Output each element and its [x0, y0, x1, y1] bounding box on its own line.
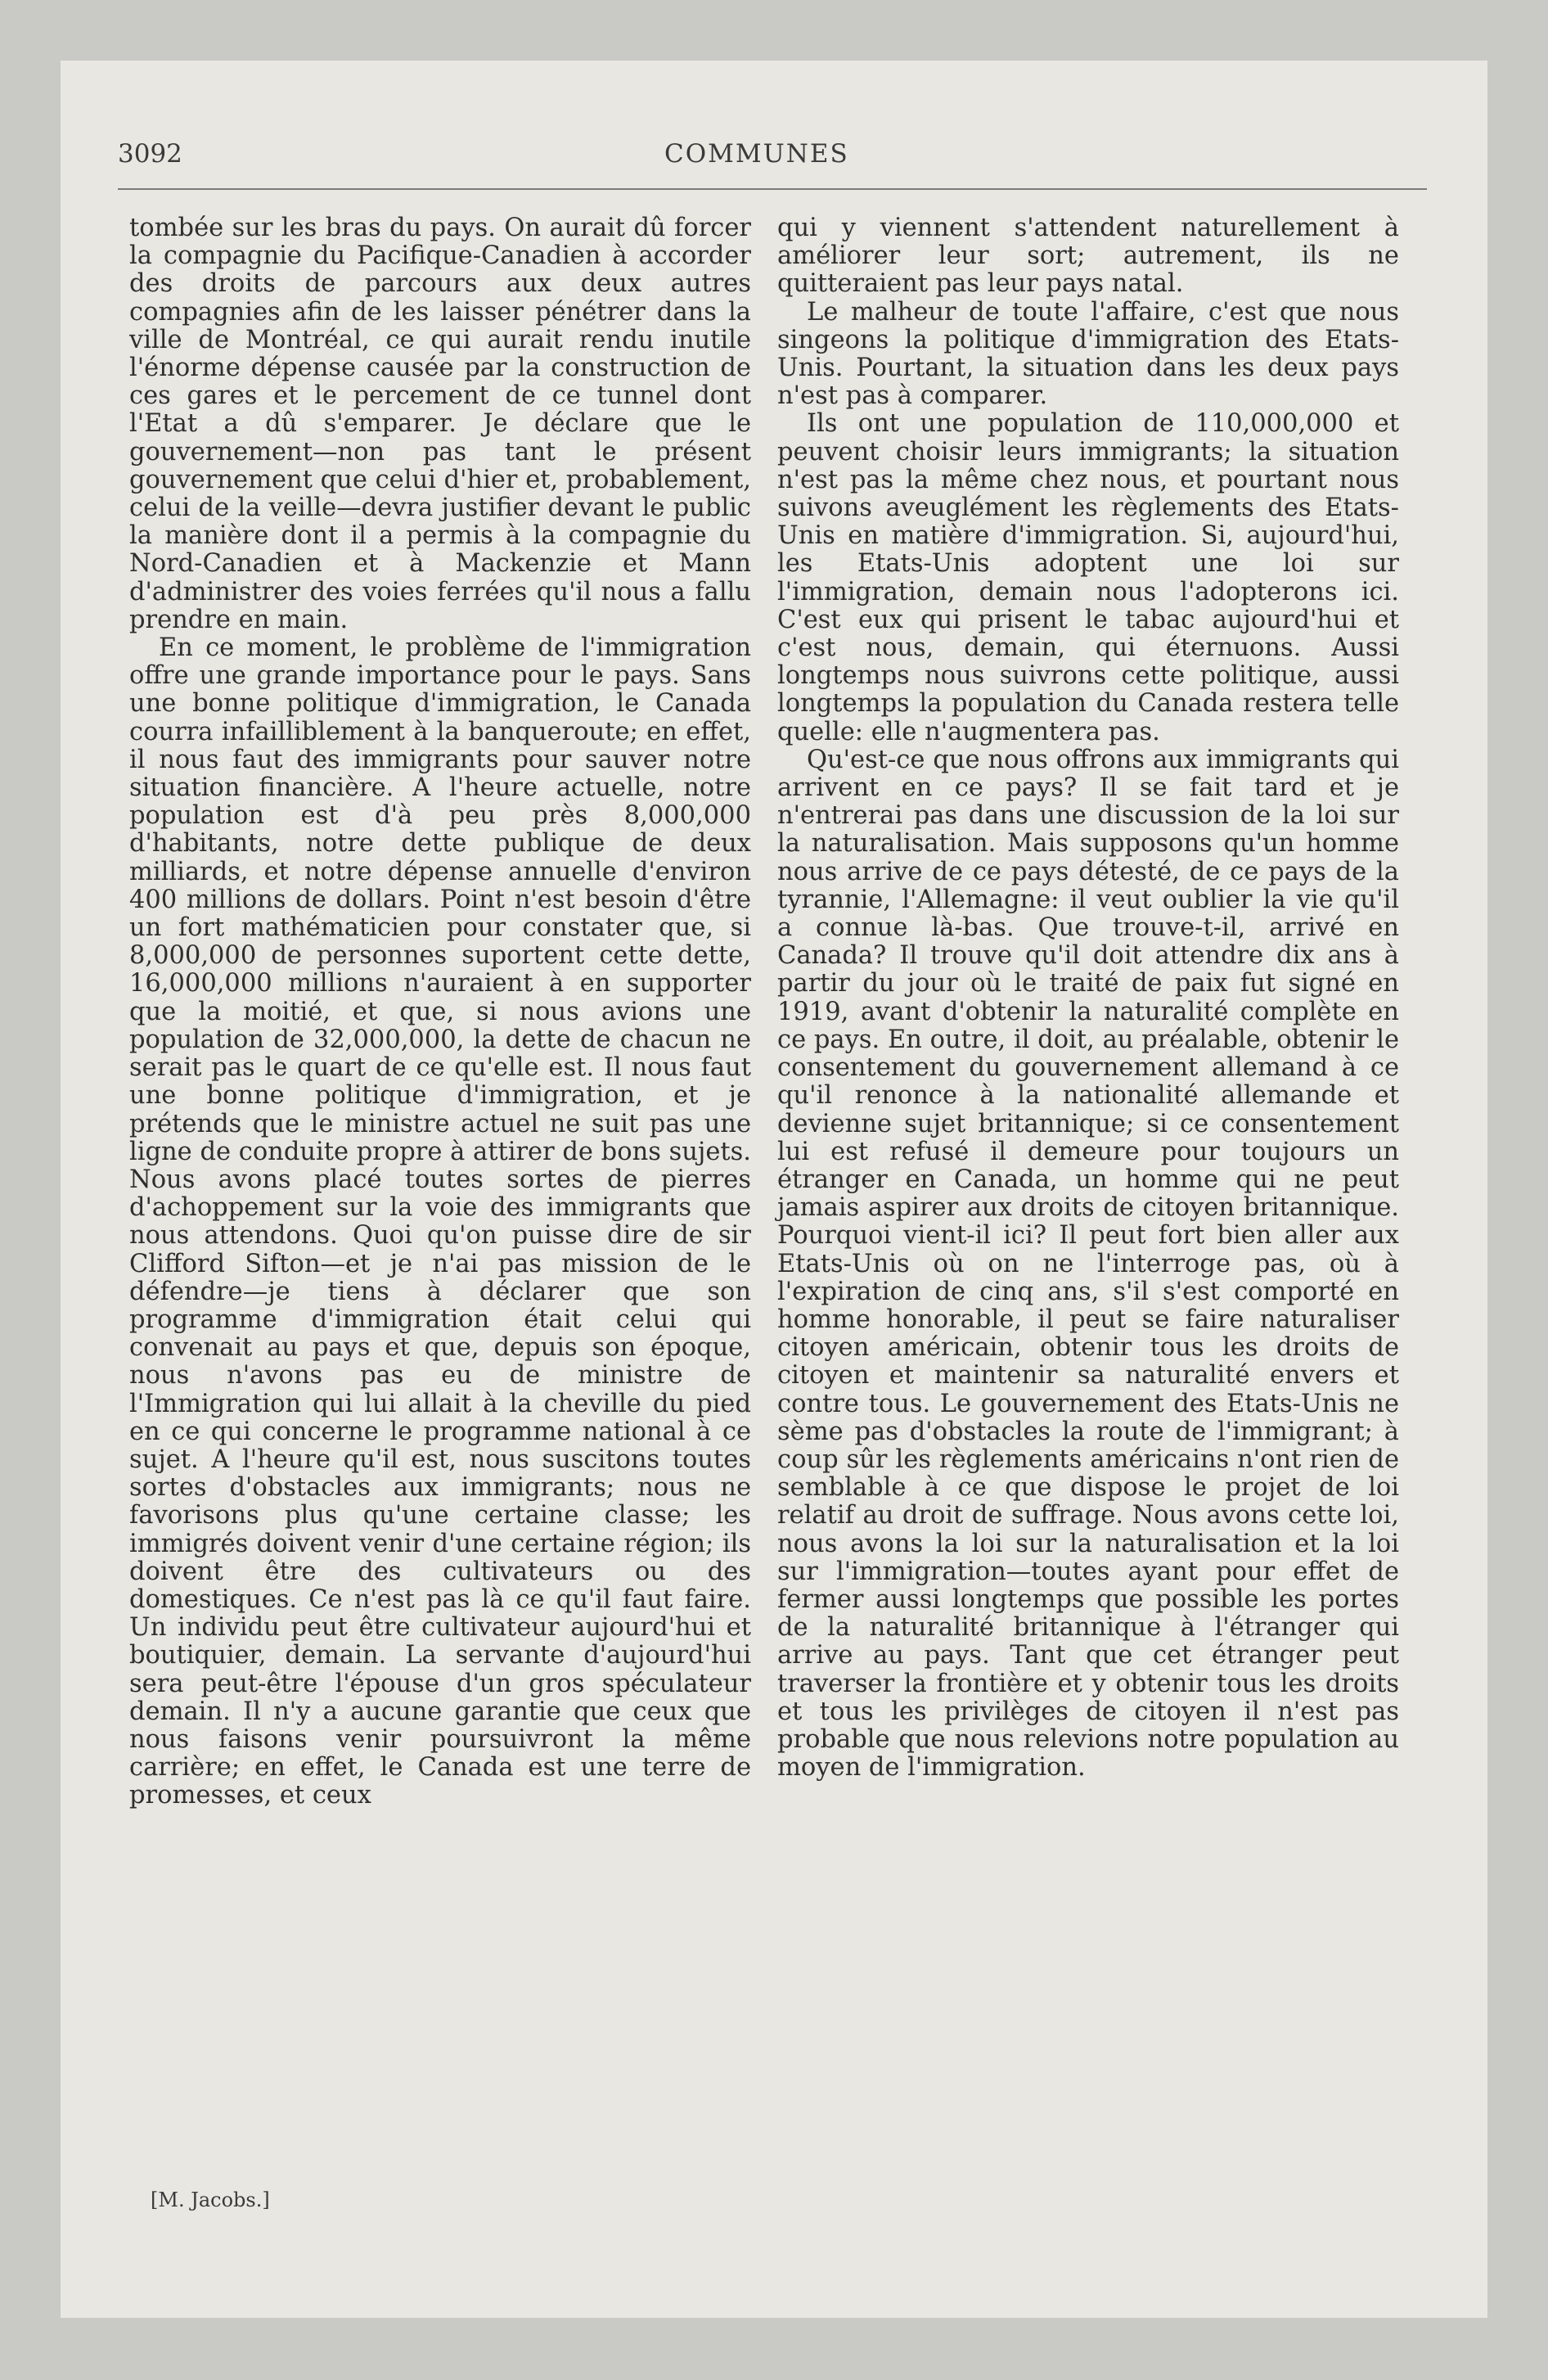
paragraph: En ce moment, le problème de l'immigration offre une grande importance pour le pays. Sans une bonne politique d'immigration, le Canada courra infailliblement à la banqueroute; en effet, il nous faut des immigrants pour sauver notre situation financière. A l'heure actuelle, notre population est d'à peu près 8,000,000 d'habitants, notre dette publique de deux milliards, et notre dépense annuelle d'environ 400 millions de dollars. Point n'est besoin d'être un fort mathématicien pour constater que, si 8,000,000 de personnes suportent cette dette, 16,000,000 millions n'auraient à en supporter que la moitié, et que, si nous avions une population de 32,000,000, la dette de chacun ne serait pas le quart de ce qu'elle est. Il nous faut une bonne politique d'immigration, et je prétends que le ministre actuel ne suit pas une ligne de conduite propre à attirer de bons sujets. Nous avons placé toutes sortes de pierres d'achoppement sur la voie des immigrants que nous attendons. Quoi qu'on puisse dire de sir Clifford Sifton—et je n'ai pas mission de le défendre—je tiens à déclarer que son programme d'immigration était celui qui convenait au pays et que, depuis son époque, nous n'avons pas eu de ministre de l'Immigration qui lui allait à la cheville du pied en ce qui concerne le programme national à ce sujet. A l'heure qu'il est, nous suscitons toutes sortes d'obstacles aux immigrants; nous ne favorisons plus qu'une certaine classe; les immigrés doivent venir d'une certaine région; ils doivent être des cultivateurs ou des domestiques. Ce n'est pas là ce qu'il faut faire. Un individu peut être cultivateur aujourd'hui et boutiquier, demain. La servante d'aujourd'hui sera peut-être l'épouse d'un gros spéculateur demain. Il n'y a aucune garantie que ceux que nous faisons venir poursuivront la même carrière; en effet, le Canada est une terre de promesses, et ceux: [129, 633, 751, 1810]
header-rule: [118, 188, 1427, 190]
page-header: [118, 139, 1427, 180]
paragraph: Le malheur de toute l'affaire, c'est que nous singeons la politique d'immigration des Etats-Unis. Pourtant, la situation dans les deux pays n'est pas à comparer.: [777, 297, 1399, 411]
paragraph: tombée sur les bras du pays. On aurait dû forcer la compagnie du Pacifique-Canadien à accorder des droits de parcours aux deux autres compagnies afin de les laisser pénétrer dans la ville de Montréal, ce qui aurait rendu inutile l'énorme dépense causée par la construction de ces gares et le percement de ce tunnel dont l'Etat a dû s'emparer. Je déclare que le gouvernement—non pas tant le présent gouvernement que celui d'hier et, probablement, celui de la veille—devra justifier devant le public la manière dont il a permis à la compagnie du Nord-Canadien et à Mackenzie et Mann d'administrer des voies ferrées qu'il nous a fallu prendre en main.: [129, 214, 751, 634]
page-number: 3092: [118, 139, 182, 169]
section-title: COMMUNES: [664, 139, 849, 169]
left-column: [129, 214, 751, 2015]
paragraph: Ils ont une population de 110,000,000 et peuvent choisir leurs immigrants; la situation n'est pas la même chez nous, et pourtant nous suivons aveuglément les règlements des Etats-Unis en matière d'immigration. Si, aujourd'hui, les Etats-Unis adoptent une loi sur l'immigration, demain nous l'adopterons ici. C'est eux qui prisent le tabac aujourd'hui et c'est nous, demain, qui éternuons. Aussi longtemps nous suivrons cette politique, aussi longtemps la population du Canada restera telle quelle: elle n'augmentera pas.: [777, 409, 1399, 746]
speaker-attribution: [M. Jacobs.]: [151, 2188, 270, 2211]
paragraph: qui y viennent s'attendent naturellement à améliorer leur sort; autrement, ils ne quitteraient pas leur pays natal.: [777, 214, 1399, 299]
paragraph: Qu'est-ce que nous offrons aux immigrants qui arrivent en ce pays? Il se fait tard et je n'entrerai pas dans une discussion de la loi sur la naturalisation. Mais supposons qu'un homme nous arrive de ce pays détesté, de ce pays de la tyrannie, l'Allemagne: il veut oublier la vie qu'il a connue là-bas. Que trouve-t-il, arrivé en Canada? Il trouve qu'il doit attendre dix ans à partir du jour où le traité de paix fut signé en 1919, avant d'obtenir la naturalité complète en ce pays. En outre, il doit, au préalable, obtenir le consentement du gouvernement allemand à ce qu'il renonce à la nationalité allemande et devienne sujet britannique; si ce consentement lui est refusé il demeure pour toujours un étranger en Canada, un homme qui ne peut jamais aspirer aux droits de citoyen britannique. Pourquoi vient-il ici? Il peut fort bien aller aux Etats-Unis où on ne l'interroge pas, où à l'expiration de cinq ans, s'il s'est comporté en homme honorable, il peut se faire naturaliser citoyen américain, obtenir tous les droits de citoyen et maintenir sa naturalité envers et contre tous. Le gouvernement des Etats-Unis ne sème pas d'obstacles la route de l'immigrant; à coup sûr les règlements américains n'ont rien de semblable à ce que dispose le projet de loi relatif au droit de suffrage. Nous avons cette loi, nous avons la loi sur la naturalisation et la loi sur l'immigration—toutes ayant pour effet de fermer aussi longtemps que possible les portes de la naturalité britannique à l'étranger qui arrive au pays. Tant que cet étranger peut traverser la frontière et y obtenir tous les droits et tous les privilèges de citoyen il n'est pas probable que nous relevions notre population au moyen de l'immigration.: [777, 745, 1399, 1783]
right-column: [777, 214, 1399, 1783]
scanned-page: [61, 61, 1487, 2318]
